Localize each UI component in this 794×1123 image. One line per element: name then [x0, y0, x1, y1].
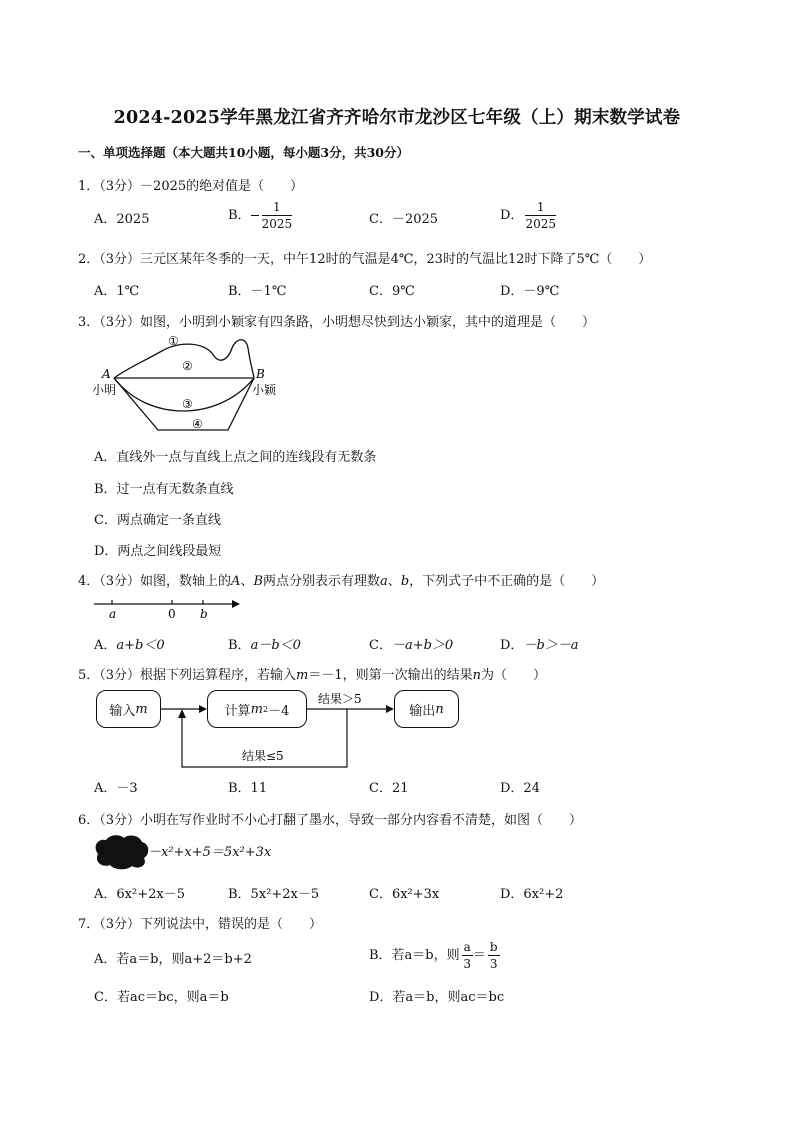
route-4-marker: ④	[192, 417, 203, 431]
ink-blot-icon	[90, 832, 152, 872]
question-4-stem: 4．（3分）如图，数轴上的A、B两点分别表示有理数a、b，下列式子中不正确的是（ ）	[78, 574, 605, 589]
q2-option-d: D．－9℃	[500, 284, 560, 299]
q5-option-d: D．24	[500, 781, 540, 796]
fraction: $\frac{b}{3}$	[489, 940, 498, 971]
arrow-icon	[199, 705, 207, 713]
q7-option-b: B．若a＝b，则 $\frac{a}{3}$ ＝ $\frac{b}{3}$	[369, 940, 498, 971]
ink-equation: －x²+x+5＝5x²+3x	[148, 845, 272, 860]
q3-option-a: A．直线外一点与直线上点之间的连线段有无数条	[94, 450, 377, 465]
q4-option-b: B．a－b＜0	[228, 638, 301, 653]
q7-option-c: C．若ac＝bc，则a＝b	[94, 990, 229, 1005]
route-1-marker: ①	[168, 334, 179, 348]
q3-option-c: C．两点确定一条直线	[94, 513, 221, 528]
minus-sign	[251, 215, 259, 216]
flow-calc-box: 计算 m 2 －4	[207, 690, 307, 728]
flow-output-box: 输出 n	[394, 690, 459, 728]
q1-option-b: B． $\frac{1}{2025}$	[228, 200, 293, 231]
section-heading: 一、单项选择题（本大题共10小题，每小题3分，共30分）	[78, 145, 409, 160]
q4-option-d: D．－b＞－a	[500, 638, 579, 653]
xiaoming-label: 小明	[92, 383, 117, 397]
question-1-stem: 1．（3分）－2025的绝对值是（ ）	[78, 179, 304, 194]
q2-option-b: B．－1℃	[228, 284, 287, 299]
q2-option-a: A．1℃	[94, 284, 140, 299]
point-b-label: B	[256, 367, 265, 381]
question-5-stem: 5．（3分）根据下列运算程序，若输入m＝－1，则第一次输出的结果n为（ ）	[78, 668, 547, 683]
page-title: 2024-2025学年黑龙江省齐齐哈尔市龙沙区七年级（上）期末数学试卷	[113, 108, 681, 128]
route-2-marker: ②	[182, 359, 193, 373]
question-2-stem: 2．（3分）三元区某年冬季的一天，中午12时的气温是4℃，23时的气温比12时下降了5℃（ ）	[78, 252, 652, 267]
q6-option-c: C．6x²+3x	[369, 887, 440, 902]
point-a-label: A	[102, 367, 111, 381]
arrow-icon	[386, 705, 394, 713]
tick-label-0: 0	[168, 607, 176, 621]
flow-input-box: 输入 m	[96, 690, 161, 728]
q3-option-b: B．过一点有无数条直线	[94, 482, 234, 497]
q5-option-c: C．21	[369, 781, 409, 796]
q6-option-a: A．6x²+2x－5	[94, 887, 185, 902]
routes-figure	[88, 330, 288, 435]
q4-option-c: C．－a+b＞0	[369, 638, 454, 653]
q5-option-a: A．－3	[94, 781, 138, 796]
fraction: $\frac{1}{2025}$	[261, 200, 293, 231]
route-3-marker: ③	[182, 397, 193, 411]
question-7-stem: 7．（3分）下列说法中，错误的是（ ）	[78, 917, 323, 932]
q1-option-d: D． $\frac{1}{2025}$	[500, 200, 556, 231]
q4-option-a: A．a+b＜0	[94, 638, 165, 653]
flow-le-label: 结果≤5	[242, 749, 284, 763]
fraction: $\frac{1}{2025}$	[525, 200, 556, 231]
flow-gt-label: 结果＞5	[318, 692, 362, 706]
q3-option-d: D．两点之间线段最短	[94, 544, 222, 559]
q5-option-b: B．11	[228, 781, 268, 796]
number-line	[90, 595, 250, 621]
tick-label-a: a	[109, 607, 117, 621]
q6-option-b: B．5x²+2x－5	[228, 887, 320, 902]
q6-option-d: D．6x²+2	[500, 887, 564, 902]
q2-option-c: C．9℃	[369, 284, 415, 299]
question-3-stem: 3．（3分）如图，小明到小颖家有四条路，小明想尽快到达小颖家，其中的道理是（ ）	[78, 315, 596, 330]
q1-option-c: C．－2025	[369, 212, 439, 227]
q7-option-d: D．若a＝b，则ac＝bc	[369, 990, 505, 1005]
arrow-icon	[178, 709, 186, 718]
question-6-stem: 6．（3分）小明在写作业时不小心打翻了墨水，导致一部分内容看不清楚，如图（ ）	[78, 813, 583, 828]
tick-label-b: b	[200, 607, 208, 621]
arrow-icon	[232, 600, 240, 608]
flow-arrows	[150, 686, 400, 772]
xiaoying-label: 小颖	[252, 383, 277, 397]
fraction: $\frac{a}{3}$	[463, 940, 472, 971]
q7-option-a: A．若a＝b，则a+2＝b+2	[94, 952, 252, 967]
q1-option-a: A．2025	[94, 212, 150, 227]
